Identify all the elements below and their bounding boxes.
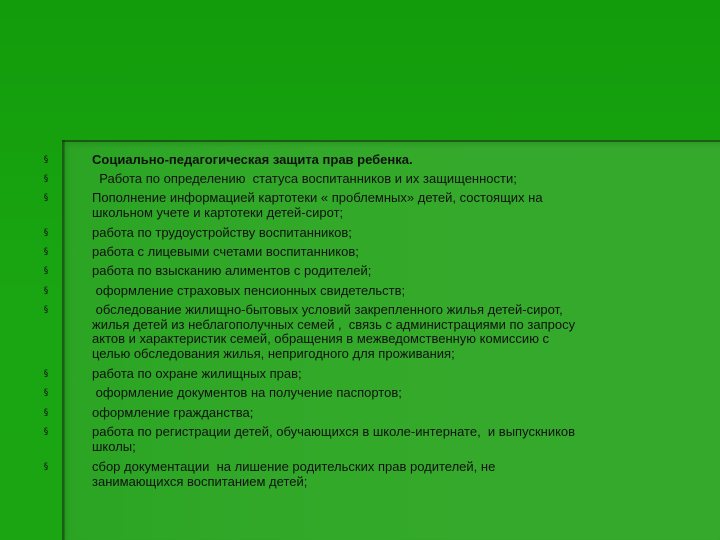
bullet-icon: § <box>43 266 49 276</box>
bullet-icon: § <box>43 305 49 315</box>
bullet-icon: § <box>43 247 49 257</box>
bullet-icon: § <box>43 388 49 398</box>
list-item-text: оформление документов на получение паспортов; <box>92 385 402 400</box>
list-item-text: работа по взысканию алиментов с родителей; <box>92 263 372 278</box>
bullet-icon: § <box>43 369 49 379</box>
panel-top-edge <box>62 140 720 142</box>
bullet-icon: § <box>43 228 49 238</box>
list-item-text: работа по трудоустройству воспитанников; <box>92 225 352 240</box>
list-item-text: работа по регистрации детей, обучающихся в школе-интернате, и выпускников школы; <box>92 424 576 454</box>
list-item-text: оформление гражданства; <box>92 405 254 420</box>
list-item-text: работа по охране жилищных прав; <box>92 366 302 381</box>
bullet-icon: § <box>43 174 49 184</box>
bullet-icon: § <box>43 462 49 472</box>
list-item-text: сбор документации на лишение родительских прав родителей, не занимающихся воспитанием детей; <box>92 459 496 489</box>
bullet-icon: § <box>43 155 49 165</box>
list-item-text: Социально-педагогическая защита прав ребенка. <box>92 152 413 167</box>
list-item-text: работа с лицевыми счетами воспитанников; <box>92 244 359 259</box>
list-item-text: Работа по определению статуса воспитанников и их защищенности; <box>92 171 517 186</box>
list-item-text: обследование жилищно-бытовых условий закрепленного жилья детей-сирот, жилья детей из неблагополучных семей , связь с администрациями по запросу актов и характеристик семей, обращения в межведомственную комиссию с целью обследования жилья, непригодного для проживания; <box>92 302 576 361</box>
list-item-text: Пополнение информацией картотеки « проблемных» детей, состоящих на школьном учете и картотеки детей-сирот; <box>92 190 543 220</box>
bullet-icon: § <box>43 408 49 418</box>
bullet-icon: § <box>43 427 49 437</box>
list-item-text: оформление страховых пенсионных свидетельств; <box>92 283 406 298</box>
panel-left-edge <box>62 140 65 540</box>
bullet-icon: § <box>43 193 49 203</box>
bullet-icon: § <box>43 286 49 296</box>
